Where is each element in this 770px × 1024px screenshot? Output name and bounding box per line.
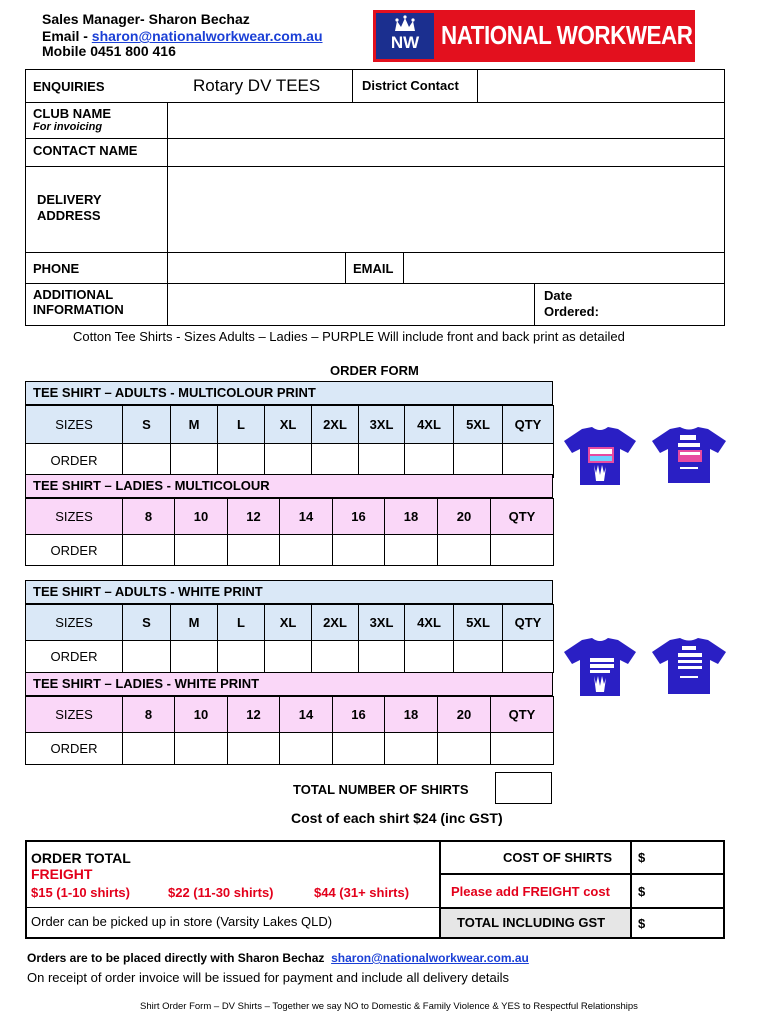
qty-input-3xl[interactable]: [359, 641, 405, 673]
footer-email-link[interactable]: sharon@nationalworkwear.com.au: [331, 951, 529, 965]
size-m: M: [171, 605, 218, 641]
freight-tier-2: $22 (11-30 shirts): [168, 885, 274, 900]
total-including-gst-label: TOTAL INCLUDING GST: [457, 915, 606, 930]
size-14: 14: [280, 499, 333, 535]
qty-input-s[interactable]: [123, 641, 171, 673]
delivery-label-line2: ADDRESS: [37, 208, 101, 223]
qty-input-m[interactable]: [171, 444, 218, 478]
size-m: M: [171, 406, 218, 444]
order-label: ORDER: [26, 444, 123, 478]
email-label: Email -: [42, 28, 92, 44]
qty-input-5xl[interactable]: [454, 444, 503, 478]
delivery-label-line1: DELIVERY: [37, 192, 102, 207]
qty-input-18[interactable]: [385, 733, 438, 765]
ladies-multicolour-heading: TEE SHIRT – LADIES - MULTICOLOUR: [25, 474, 553, 498]
size-3xl: 3XL: [359, 605, 405, 641]
product-description: Cotton Tee Shirts - Sizes Adults – Ladies – PURPLE Will include front and back print as detailed: [73, 329, 625, 344]
qty-label: QTY: [503, 406, 554, 444]
receipt-note: On receipt of order invoice will be issued for payment and include all delivery details: [27, 970, 509, 985]
qty-input-total[interactable]: [503, 641, 554, 673]
pickup-note: Order can be picked up in store (Varsity Lakes QLD): [31, 914, 333, 929]
email-field[interactable]: [404, 253, 724, 282]
size-10: 10: [175, 697, 228, 733]
header-email-line: [42, 28, 323, 44]
size-4xl: 4XL: [405, 605, 454, 641]
size-18: 18: [385, 697, 438, 733]
qty-input-18[interactable]: [385, 535, 438, 566]
additional-label-line1: ADDITIONAL: [33, 287, 114, 302]
size-l: L: [218, 605, 265, 641]
size-16: 16: [333, 499, 385, 535]
size-20: 20: [438, 499, 491, 535]
qty-input-2xl[interactable]: [312, 444, 359, 478]
total-dollar: $: [638, 916, 646, 931]
contact-name-label: CONTACT NAME: [33, 143, 138, 158]
phone-label: PHONE: [33, 261, 80, 276]
logo-emblem: [376, 13, 434, 59]
cost-of-shirts-dollar: $: [638, 850, 646, 865]
qty-input-20[interactable]: [438, 535, 491, 566]
purple-tshirt-front-multicolour: [560, 425, 640, 492]
qty-input-16[interactable]: [333, 535, 385, 566]
qty-input-s[interactable]: [123, 444, 171, 478]
club-name-field[interactable]: [168, 103, 724, 137]
qty-input-8[interactable]: [123, 733, 175, 765]
freight-tier-1: $15 (1-10 shirts): [31, 885, 130, 900]
order-total-label: ORDER TOTAL: [31, 850, 131, 866]
size-8: 8: [123, 499, 175, 535]
header-email-link[interactable]: sharon@nationalworkwear.com.au: [91, 28, 323, 44]
qty-input-xl[interactable]: [265, 444, 312, 478]
qty-input-10[interactable]: [175, 733, 228, 765]
size-3xl: 3XL: [359, 406, 405, 444]
qty-label: QTY: [503, 605, 554, 641]
size-20: 20: [438, 697, 491, 733]
size-2xl: 2XL: [312, 605, 359, 641]
size-14: 14: [280, 697, 333, 733]
size-xl: XL: [265, 605, 312, 641]
qty-input-20[interactable]: [438, 733, 491, 765]
qty-input-total[interactable]: [491, 535, 554, 566]
order-form-title: ORDER FORM: [330, 363, 419, 378]
cost-of-shirts-label: COST OF SHIRTS: [503, 850, 613, 865]
district-contact-label: District Contact: [362, 78, 459, 93]
district-contact-field[interactable]: [478, 70, 724, 101]
orders-instructions: [27, 951, 529, 965]
qty-input-8[interactable]: [123, 535, 175, 566]
ladies-white-heading: TEE SHIRT – LADIES - WHITE PRINT: [25, 672, 553, 696]
cost-each-shirt: Cost of each shirt $24 (inc GST): [291, 810, 503, 826]
order-label: ORDER: [26, 641, 123, 673]
qty-input-4xl[interactable]: [405, 641, 454, 673]
qty-input-l[interactable]: [218, 641, 265, 673]
add-freight-label: Please add FREIGHT cost: [451, 884, 610, 899]
bottom-note: Shirt Order Form – DV Shirts – Together we say NO to Domestic & Family Violence & YES to Respectful Relationships: [140, 1001, 638, 1012]
size-10: 10: [175, 499, 228, 535]
qty-input-12[interactable]: [228, 535, 280, 566]
qty-input-l[interactable]: [218, 444, 265, 478]
qty-input-total[interactable]: [491, 733, 554, 765]
phone-field[interactable]: [168, 253, 344, 282]
qty-input-m[interactable]: [171, 641, 218, 673]
delivery-address-field[interactable]: [168, 167, 724, 251]
total-including-gst-field[interactable]: [646, 910, 722, 937]
size-12: 12: [228, 697, 280, 733]
logo-initials: NW: [390, 33, 420, 52]
club-name-sublabel: For invoicing: [33, 121, 103, 133]
adults-white-heading: TEE SHIRT – ADULTS - WHITE PRINT: [25, 580, 553, 604]
size-5xl: 5XL: [454, 406, 503, 444]
size-5xl: 5XL: [454, 605, 503, 641]
qty-input-4xl[interactable]: [405, 444, 454, 478]
purple-tshirt-back-white-print: [648, 636, 730, 701]
purple-tshirt-back-multicolour: [648, 425, 730, 490]
qty-input-total[interactable]: [503, 444, 554, 478]
qty-input-5xl[interactable]: [454, 641, 503, 673]
sizes-label: SIZES: [26, 605, 123, 641]
size-18: 18: [385, 499, 438, 535]
mobile: Mobile 0451 800 416: [42, 43, 176, 59]
sizes-label: SIZES: [26, 406, 123, 444]
qty-label: QTY: [491, 697, 554, 733]
date-label-line1: Date: [544, 288, 573, 303]
qty-input-2xl[interactable]: [312, 641, 359, 673]
logo-name: NATIONAL WORKWEAR: [441, 20, 693, 50]
total-shirts-label: TOTAL NUMBER OF SHIRTS: [293, 782, 469, 797]
adults-multicolour-grid: [25, 405, 554, 478]
adults-white-grid: [25, 604, 554, 673]
qty-input-14[interactable]: [280, 733, 333, 765]
national-workwear-logo: [373, 10, 695, 62]
qty-input-14[interactable]: [280, 535, 333, 566]
qty-input-xl[interactable]: [265, 641, 312, 673]
email-field-label: EMAIL: [353, 261, 394, 276]
date-label-line2: Ordered:: [544, 304, 599, 319]
size-s: S: [123, 406, 171, 444]
ladies-white-grid: [25, 696, 554, 765]
size-l: L: [218, 406, 265, 444]
sizes-label: SIZES: [26, 697, 123, 733]
qty-input-16[interactable]: [333, 733, 385, 765]
cost-of-shirts-field[interactable]: [646, 843, 722, 871]
qty-input-10[interactable]: [175, 535, 228, 566]
total-shirts-field[interactable]: [495, 772, 552, 804]
enquiries-label: ENQUIRIES: [33, 79, 105, 94]
size-16: 16: [333, 697, 385, 733]
freight-dollar: $: [638, 884, 646, 899]
sizes-label: SIZES: [26, 499, 123, 535]
enquiries-value: Rotary DV TEES: [193, 76, 321, 95]
size-8: 8: [123, 697, 175, 733]
purple-tshirt-front-white-print: [560, 636, 640, 703]
size-12: 12: [228, 499, 280, 535]
order-label: ORDER: [26, 733, 123, 765]
qty-input-12[interactable]: [228, 733, 280, 765]
size-xl: XL: [265, 406, 312, 444]
freight-tier-3: $44 (31+ shirts): [314, 885, 410, 900]
size-s: S: [123, 605, 171, 641]
qty-label: QTY: [491, 499, 554, 535]
orders-text: Orders are to be placed directly with Sharon Bechaz: [27, 951, 325, 965]
additional-info-field[interactable]: [168, 284, 533, 325]
size-4xl: 4XL: [405, 406, 454, 444]
freight-cost-field[interactable]: [646, 876, 722, 905]
qty-input-3xl[interactable]: [359, 444, 405, 478]
size-2xl: 2XL: [312, 406, 359, 444]
adults-multicolour-heading: TEE SHIRT – ADULTS - MULTICOLOUR PRINT: [25, 381, 553, 405]
club-name-label: CLUB NAME: [33, 106, 111, 121]
additional-label-line2: INFORMATION: [33, 302, 124, 317]
sales-manager: Sales Manager- Sharon Bechaz: [42, 11, 250, 27]
freight-label: FREIGHT: [31, 866, 93, 882]
ladies-multicolour-grid: [25, 498, 554, 566]
order-label: ORDER: [26, 535, 123, 566]
contact-name-field[interactable]: [168, 139, 724, 165]
